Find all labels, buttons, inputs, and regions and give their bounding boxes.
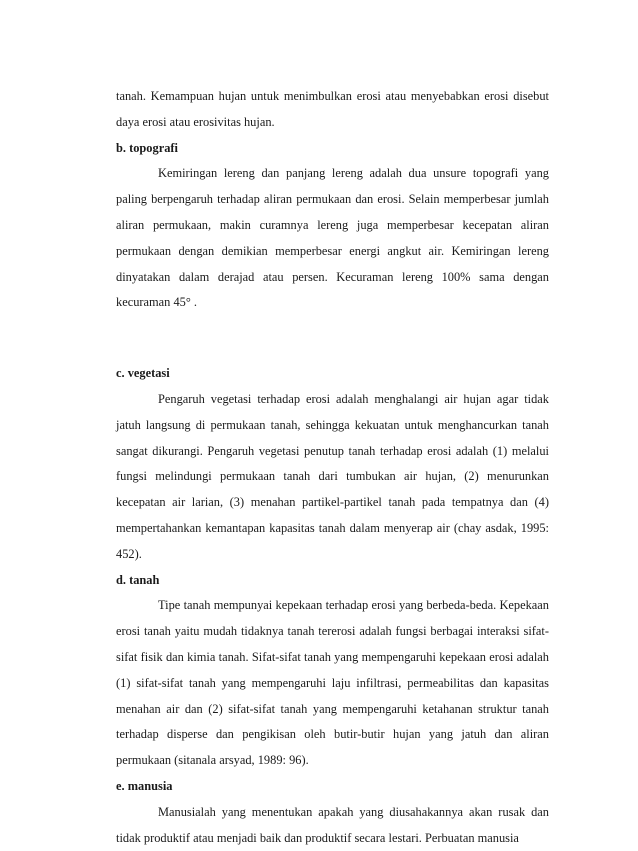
section-spacer (116, 316, 549, 361)
intro-paragraph: tanah. Kemampuan hujan untuk menimbulkan erosi atau menyebabkan erosi disebut daya erosi atau erosivitas hujan. (116, 89, 549, 129)
section-heading-manusia: e. manusia (116, 778, 173, 793)
section-body-manusia: Manusialah yang menentukan apakah yang diusahakannya akan rusak dan tidak produktif atau menjadi baik dan produktif secara lestari. Perbuatan manusia (116, 804, 549, 845)
section-body-tanah: Tipe tanah mempunyai kepekaan terhadap erosi yang berbeda-beda. Kepekaan erosi tanah yaitu mudah tidaknya tanah tererosi adalah fungsi berbagai interaksi sifat-sifat fisik dan kimia tanah. Sifat-sifat tanah yang mempengaruhi kepekaan erosi adalah (1) sifat-sifat tanah yang mempengaruhi laju infiltrasi, permeabilitas dan kapasitas menahan air dan (2) sifat-sifat tanah yang mempengaruhi ketahanan struktur tanah terhadap disperse dan pengikisan oleh butir-butir hujan yang jatuh dan aliran permukaan (sitanala arsyad, 1989: 96). (116, 598, 549, 768)
section-heading-topografi: b. topografi (116, 140, 178, 155)
document-body (116, 84, 549, 851)
section-heading-tanah: d. tanah (116, 572, 160, 587)
section-body-topografi: Kemiringan lereng dan panjang lereng adalah dua unsure topografi yang paling berpengaruh terhadap aliran permukaan dan erosi. Selain memperbesar jumlah aliran permukaan, makin curamnya lereng juga memperbesar kecepatan aliran permukaan dengan demikian memperbesar energi angkut air. Kemiringan lereng dinyatakan dalam derajad atau persen. Kecuraman lereng 100% sama dengan kecuraman 45° . (116, 166, 549, 310)
section-body-vegetasi: Pengaruh vegetasi terhadap erosi adalah menghalangi air hujan agar tidak jatuh langsung di permukaan tanah, sehingga kekuatan untuk menghancurkan tanah sangat dikurangi. Pengaruh vegetasi penutup tanah terhadap erosi adalah (1) melalui fungsi melindungi permukaan tanah dari tumbukan air hujan, (2) menurunkan kecepatan air larian, (3) menahan partikel-partikel tanah pada tempatnya dan (4) mempertahankan kemantapan kapasitas tanah dalam menyerap air (chay asdak, 1995: 452). (116, 391, 549, 561)
section-heading-vegetasi: c. vegetasi (116, 366, 170, 381)
